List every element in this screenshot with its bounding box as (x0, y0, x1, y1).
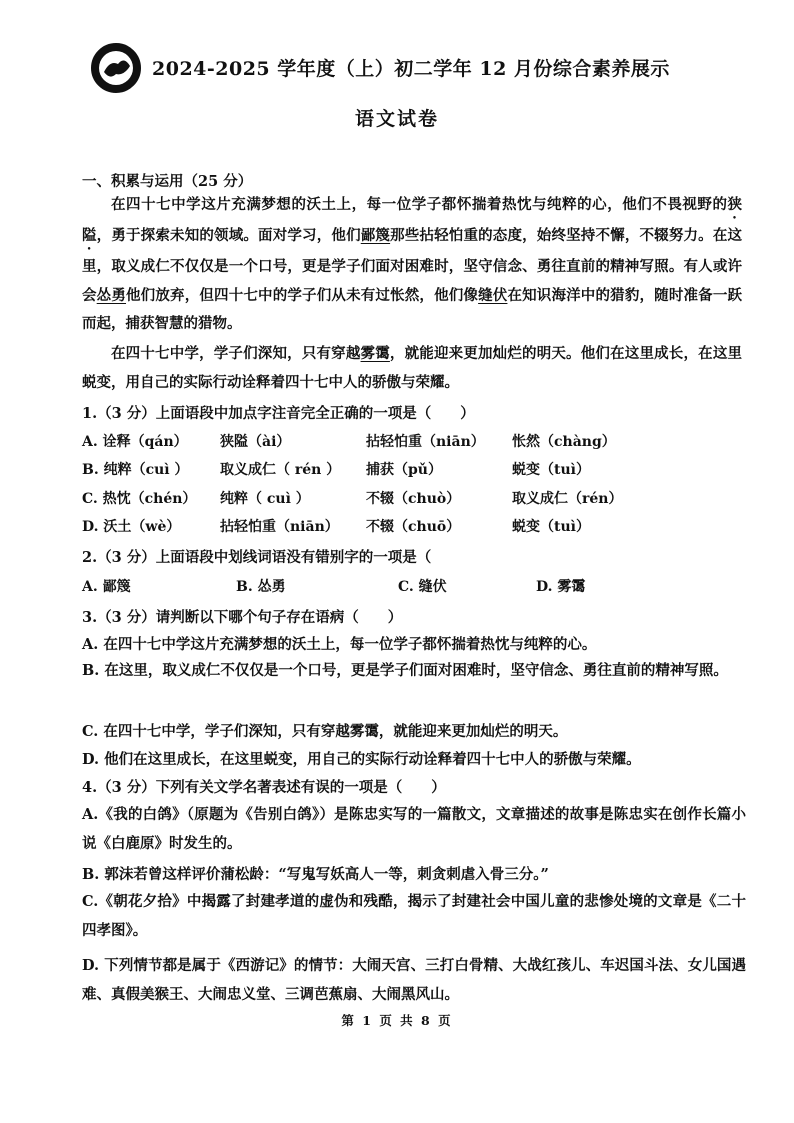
text-segment: 在四十七中学这片充满梦想的沃土上，每一位学子都怀揣着热忱与纯粹的心，他们不畏视野的 (111, 196, 728, 213)
text-segment: 在四十七中学，学子们深知，只有穿越 (111, 345, 361, 362)
question-3-option-d: D. 他们在这里成长，在这里蜕变，用自己的实际行动诠释着四十七中人的骄傲与荣耀。 (82, 751, 641, 768)
section-heading: 一、积累与运用（25 分） (82, 173, 253, 190)
option-item: 不辍（chuò） (366, 491, 461, 507)
option-item: A. 鄙篾 (82, 579, 131, 595)
school-emblem-icon (90, 42, 142, 94)
question-4-option-a: A.《我的白鸽》（原题为《告别白鸽》）是陈忠实写的一篇散文，文章描述的故事是陈忠实在创作长篇小说《白鹿原》时发生的。 (82, 806, 746, 852)
option-item: 蜕变（tuì） (512, 462, 590, 478)
exam-header (90, 42, 730, 102)
page-number: 第 1 页 共 8 页 (341, 1013, 453, 1028)
text-segment: 在知识海洋中的猎豹，随时准备一跃而起，捕获智慧的猎物。 (82, 286, 743, 332)
question-3-option-a: A. 在四十七中学这片充满梦想的沃土上，每一位学子都怀揣着热忱与纯粹的心。 (82, 636, 597, 653)
underlined-word: 鄙篾 (360, 227, 391, 244)
question-4-option-d: D. 下列情节都是属于《西游记》的情节：大闹天宫、三打白骨精、大战红孩儿、车迟国斗法、女儿国遇难、真假美猴王、大闹忠义堂、三调芭蕉扇、大闹黑风山。 (82, 957, 746, 1003)
option-item: 捕获（pǔ） (366, 462, 442, 478)
option-item: A. 诠释（qán） (82, 434, 188, 450)
text-segment: ，勇于探索未知的领域。面对学习，他们 (96, 227, 361, 244)
option-item: B. 怂勇 (236, 579, 286, 595)
question-3-stem: 3.（3 分）请判断以下哪个句子存在语病（ ） (82, 609, 403, 626)
option-item: D. 沃土（wè） (82, 519, 181, 535)
option-item: 不辍（chuō） (366, 519, 461, 535)
option-item: C. 缝伏 (398, 579, 447, 595)
question-1-stem: 1.（3 分）上面语段中加点字注音完全正确的一项是（ ） (82, 405, 475, 422)
underlined-word: 怂勇 (96, 286, 127, 304)
option-item: 蜕变（tuì） (512, 519, 590, 535)
question-4-option-b: B. 郭沫若曾这样评价蒲松龄：“写鬼写妖高人一等，刺贪刺虐入骨三分。” (82, 866, 549, 883)
underlined-word: 雾霭 (360, 345, 390, 362)
option-item: 拈轻怕重（niān） (366, 434, 485, 450)
reading-paragraph-1 (82, 191, 742, 339)
option-item: 纯粹（ cuì ） (220, 491, 310, 507)
option-item: D. 雾霭 (536, 579, 586, 595)
question-4-stem: 4.（3 分）下列有关文学名著表述有误的一项是（ ） (82, 779, 446, 796)
option-item: 取义成仁（rén） (512, 491, 623, 507)
dotted-word: 狭隘 (82, 196, 742, 244)
reading-paragraph-2 (82, 340, 742, 397)
text-segment: ，就能迎来更加灿烂的明天。他们在这里成长，在这里蜕变，用自己的实际行动诠释着四十七中人的骄傲与荣耀。 (82, 345, 743, 391)
option-item: 怅然（chàng） (512, 434, 616, 450)
exam-title: 2024-2025 学年度（上）初二学年 12 月份综合素养展示 (152, 58, 670, 80)
text-segment: 他们放弃，但四十七中的学子们从未有过怅然，他们像 (126, 286, 479, 304)
option-item: 狭隘（ài） (220, 434, 291, 450)
question-2-stem: 2.（3 分）上面语段中划线词语没有错别字的一项是（ (82, 549, 432, 566)
option-item: 取义成仁（ rén ） (220, 462, 341, 478)
question-4-option-c: C.《朝花夕拾》中揭露了封建孝道的虚伪和残酷，揭示了封建社会中国儿童的悲惨处境的文章是《二十四孝图》。 (82, 893, 746, 939)
underlined-word: 缝伏 (478, 286, 508, 304)
option-item: C. 热忱（chén） (82, 491, 197, 507)
text-segment: 那些拈轻怕重的态度，始终坚持不懈，不辍努力。在这里，取义成仁不仅仅是一个口号，更是学子们面对困难时，坚守信念、勇往直前的精神写照。有人或许会 (82, 227, 743, 304)
question-3-option-c: C. 在四十七中学，学子们深知，只有穿越雾霭，就能迎来更加灿烂的明天。 (82, 723, 568, 740)
question-3-option-b: B. 在这里，取义成仁不仅仅是一个口号，更是学子们面对困难时，坚守信念、勇往直前的精神写照。 (82, 662, 728, 679)
exam-subject-title: 语文试卷 (354, 108, 439, 130)
option-item: 拈轻怕重（niān） (220, 519, 339, 535)
option-item: B. 纯粹（cuì ） (82, 462, 189, 478)
